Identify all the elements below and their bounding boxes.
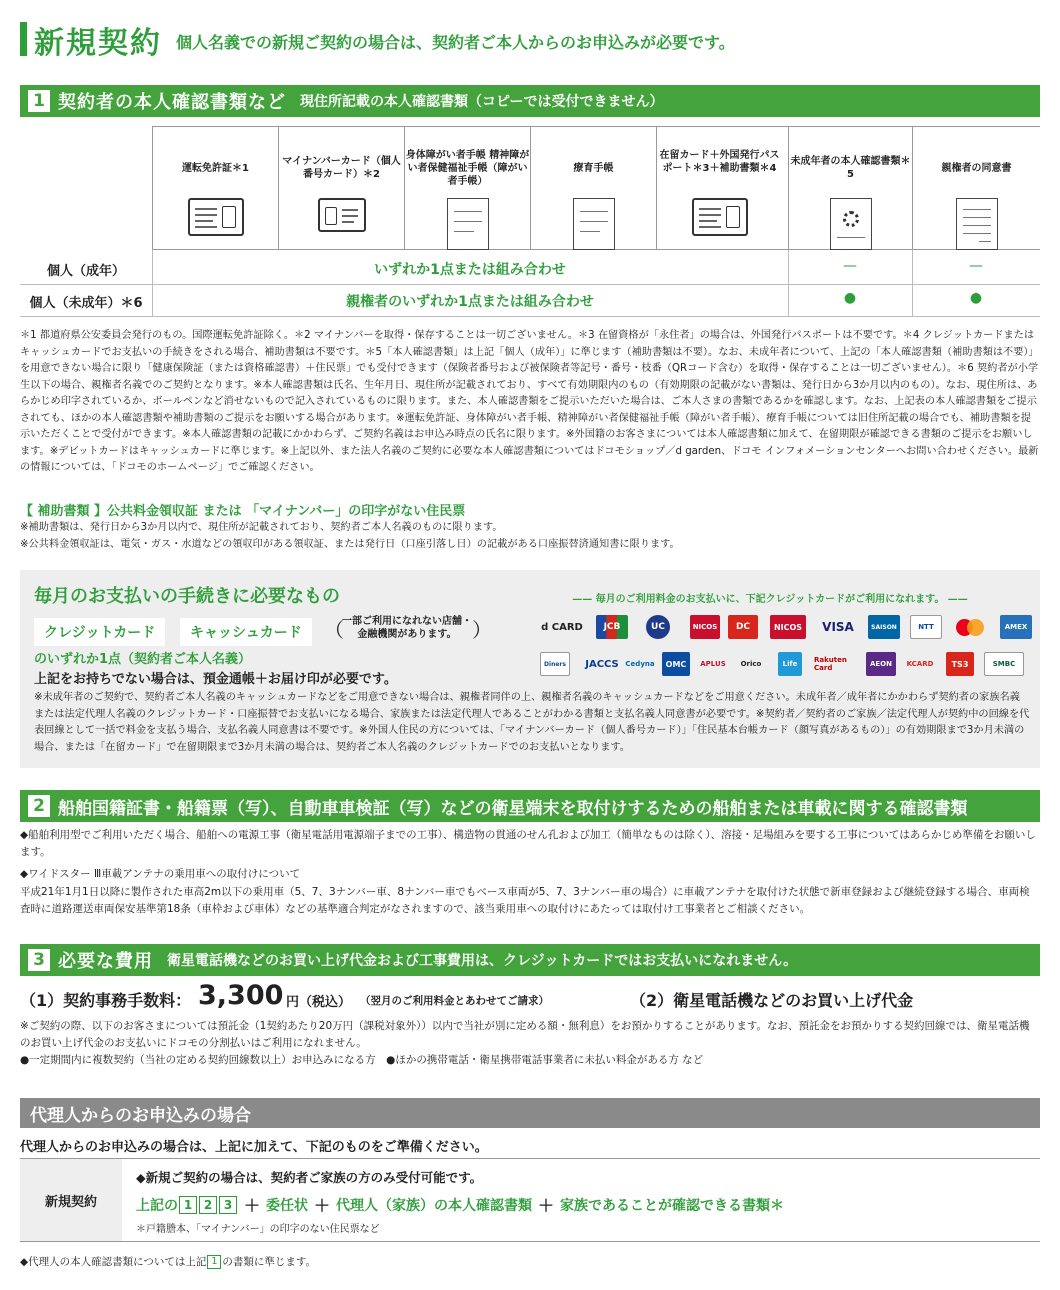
doc-col-minor-id — [788, 126, 912, 250]
section-title: 船舶国籍証書・船籍票（写）、自動車車検証（写）などの衛星端末を取付けするための船舶または車載に関する確認書類 — [58, 798, 968, 819]
section2-p1: ◆船舶利用型でご利用いただく場合、船舶への電源工事（衛星電話用電源端子までの工事）、構造物の貫通のせん孔および加工（簡単なものは除く）、溶接・足場組みを要する工事についてはあらかじめ準備をお願いします。 — [20, 829, 1036, 858]
adult-consent-cell: — — [969, 258, 983, 274]
page-title: 新規契約 — [34, 26, 162, 61]
fee-unit: 円（税込） — [286, 995, 352, 1010]
dc-logo: DC — [728, 615, 758, 639]
nicos-logo: NICOS — [770, 615, 806, 639]
consent-form-icon — [956, 198, 998, 250]
smbc-logo: SMBC — [984, 652, 1024, 676]
uc-logo: UC — [646, 615, 670, 639]
section3-note2: ●一定期間内に複数契約（当社の定める契約回線数以上）お申込みになる方 ●ほかの携帯電話・衛星携帯電話事業者に未払い料金がある方 など — [20, 1054, 704, 1066]
doc-col-label: 身体障がい者手帳 精神障がい者保健福祉手帳（障がい者手帳） — [405, 149, 530, 187]
fee-value: 3,300 — [198, 980, 284, 1011]
doc-col-license — [152, 126, 278, 250]
agent-row-label: 新規契約 — [20, 1159, 122, 1241]
adult-minor-id-cell: — — [843, 258, 857, 274]
doc-col-ryoiku-handbook — [530, 126, 656, 250]
doc-col-disability-handbook — [404, 126, 530, 250]
minor-id-cell: ● — [843, 290, 857, 306]
doc-col-label: 運転免許証＊1 — [182, 162, 249, 174]
residence-card-icon — [692, 198, 748, 236]
aux-note-2: ※公共料金領収証は、電気・ガス・水道などの領収印がある領収証、または発行日（口座引落し日）の記載がある口座振替済通知書に限ります。 — [20, 539, 680, 550]
orico-logo: Orico — [740, 660, 762, 668]
amex-logo: AMEX — [1000, 615, 1032, 639]
payment-title: 毎月のお支払いの手続きに必要なもの — [34, 586, 340, 607]
doc-col-label: 親権者の同意書 — [941, 162, 1012, 174]
mastercard-logo — [956, 619, 984, 636]
cash-card-pill: キャッシュカード — [180, 618, 312, 646]
section2-p2: ◆ワイドスター Ⅲ車載アンテナの乗用車への取付けについて — [20, 868, 301, 880]
ref-section-1: 1 — [179, 1196, 197, 1214]
row-text-minor: 親権者のいずれか1点または組み合わせ — [346, 294, 594, 310]
saison-logo: SAISON — [868, 615, 900, 639]
row-text-adult: いずれか1点または組み合わせ — [374, 262, 566, 278]
diners-logo: Diners — [540, 652, 570, 676]
section3-note1: ※ご契約の際、以下のお客さまについては預託金（1契約あたり20万円（課税対象外））以内で当社が別に定める額・無利息）をお預かりすることがあります。なお、預託金をお預かりする契約回線では、衛星電話機のお買い上げ代金のお支払いにドコモの分割払いはご利用になれません。 — [20, 1020, 1030, 1049]
payment-note: ※未成年者のご契約で、契約者ご本人名義のキャッシュカードなどをご用意できない場合は、親権者同伴の上、親権者名義のキャッシュカードなどをご用意ください。未成年者／成年者にかかわらず契約者の家族名義または法定代理人名義のクレジットカード・口座振替でお支払いになる場合、家族または法定代理人であることがわかる書類と支払名義人同意書が必要です。※契約者／契約者のご家族／法定代理人が契約中の回線を代表回線として一括で料金を支払う場合、支払名義人同意書は不要です。※外国人住民の方については、「マイナンバーカード（個人番号カード）」「住民基本台帳カード（顔写真があるもの）」の有効期限まで3か月未満の場合、または「在留カード」で在留期限まで3か月未満の場合は、契約者ご本人名義のクレジットカードでのお支払いとなります。 — [34, 692, 1030, 753]
omc-logo: OMC — [662, 652, 690, 676]
dcard-logo: d CARD — [541, 621, 583, 633]
visa-logo: VISA — [822, 620, 854, 634]
section-3-header — [20, 944, 1040, 976]
agent-footnote: ＊戸籍謄本、「マイナンバー」の印字のない住民票など — [136, 1224, 380, 1235]
section-title: 契約者の本人確認書類など — [58, 92, 286, 113]
section-subtitle: 現住所記載の本人確認書類（コピーでは受付できません） — [300, 94, 664, 110]
jcb-logo: JCB — [596, 615, 628, 639]
page-subtitle: 個人名義での新規ご契約の場合は、契約者ご本人からのお申込みが必要です。 — [176, 33, 735, 52]
document-seal-icon — [830, 198, 872, 250]
jaccs-logo: JACCS — [585, 658, 619, 670]
minor-consent-cell: ● — [969, 290, 983, 306]
section-number: 2 — [28, 795, 50, 817]
ref-section-1: 1 — [207, 1255, 221, 1269]
ref-section-2: 2 — [199, 1196, 217, 1214]
section-subtitle: 衛星電話機などのお買い上げ代金および工事費用は、クレジットカードではお支払いになれません。 — [167, 953, 798, 969]
payment-paren-note: 一部ご利用になれない店舗・金融機関があります。 — [342, 616, 472, 640]
paren-close: ） — [472, 618, 492, 642]
doc-col-mynumber — [278, 126, 404, 250]
agent-lead: 代理人からのお申込みの場合は、上記に加えて、下記のものをご準備ください。 — [20, 1140, 488, 1155]
fee-note: （翌月のご利用料金とあわせてご請求） — [360, 995, 549, 1007]
aux-docs-title: 【 補助書類 】公共料金領収証 または 「マイナンバー」の印字がない住民票 — [20, 504, 466, 519]
doc-col-label: 在留カード＋外国発行パスポート＊3＋補助書類＊4 — [659, 150, 780, 174]
handbook-icon — [447, 198, 489, 250]
aeon-logo: AEON — [866, 652, 896, 676]
kcard-logo: KCARD — [906, 660, 934, 668]
payment-either: のいずれか1点（契約者ご本人名義） — [34, 652, 252, 667]
row-label-adult: 個人（成年） — [46, 264, 125, 279]
rakuten-card-logo: Rakuten Card — [814, 656, 847, 672]
doc-col-consent-form — [912, 126, 1040, 250]
ts3-logo: TS3 — [946, 652, 974, 676]
agent-final-note: ◆代理人の本人確認書類については上記 1 の書類に準じます。 — [20, 1256, 317, 1268]
doc-col-label: マイナンバーカード（個人番号カード）＊2 — [282, 156, 401, 180]
doc-col-label: 療育手帳 — [573, 162, 614, 174]
payment-bank-requirement: 上記をお持ちでない場合は、預金通帳＋お届け印が必要です。 — [34, 672, 397, 687]
section-2-header — [20, 790, 1040, 822]
agent-requirements: 上記の 1 2 3 ＋ 委任状 ＋ 代理人（家族）の本人確認書類 ＋ 家族であることが確認できる書類＊ — [136, 1196, 785, 1215]
section-title: 必要な費用 — [58, 951, 153, 972]
row-label-minor: 個人（未成年）＊6 — [29, 296, 143, 311]
aplus-logo: APLUS — [700, 660, 726, 668]
item2-purchase-price: （2）衛星電話機などのお買い上げ代金 — [630, 991, 914, 1010]
agent-section-header: 代理人からのお申込みの場合 — [20, 1098, 1040, 1128]
life-card-logo: Life — [778, 652, 802, 676]
paren-open: （ — [324, 618, 344, 642]
section-number: 3 — [28, 949, 50, 971]
section2-p3: 平成21年1月1日以降に製作された車高2m以下の乗用車（5、7、3ナンバー車、8ナンバー車でもベース車両が5、7、3ナンバー車の場合）に車載アンテナを取付けた状態で新車登録および継続登録する場合、車両検査時に道路運送車両保安基準第18条（車枠および車体）などの基準適合判定がなされますので、該当乗用車への取付けにあたっては取付け工事業者とご相談ください。 — [20, 886, 1030, 915]
handbook-icon — [573, 198, 615, 250]
section-number: 1 — [28, 90, 50, 112]
doc-col-label: 未成年者の本人確認書類＊5 — [790, 156, 911, 180]
license-card-icon — [188, 198, 244, 236]
mynumber-card-icon — [318, 198, 366, 232]
fee-label: （1）契約事務手数料： — [20, 991, 192, 1010]
doc-col-residence-card — [656, 126, 782, 250]
section-1-header — [20, 85, 1040, 117]
nicos-red-logo: NICOS — [690, 615, 720, 639]
ref-section-3: 3 — [219, 1196, 237, 1214]
header-accent-bar — [20, 22, 27, 56]
cedyna-logo: Cedyna — [625, 660, 655, 668]
agent-line1: ◆新規ご契約の場合は、契約者ご家族の方のみ受付可能です。 — [136, 1170, 483, 1185]
credit-card-pill: クレジットカード — [34, 618, 165, 646]
section1-notes: ＊1 都道府県公安委員会発行のもの。国際運転免許証除く。＊2 マイナンバーを取得・保存することは一切ございません。＊3 在留資格が「永住者」の場合は、外国発行パスポートは不要です。＊4 クレジットカードまたはキャッシュカードでお支払いの手続きをされる場合、補助書類は不要です。＊5「本人確認書類」は上記「個人（成年）」に準じます（補助書類は不要）。なお、未成年者について、上記の「本人確認書類（補助書類は不要）」を用意できない場合に限り「健康保険証（または資格確認書）＋住民票」でも受付できます（保険者番号および被保険者等記号・番号・枝番（QRコード含む）を取得・保存することは一切ございません）。＊6 契約者が小学生以下の場合、親権者名義でのご契約となります。※本人確認書類は氏名、生年月日、現住所が記載されており、すべて有効期限内のもの（有効期限の記載がない書類は、発行日から3か月以内のもの）。なお、現住所は、あらかじめ印字されているか、ボールペンなど消せないもので記入されているものに限ります。また、本人確認書類をご提示いただいた場合は、ご本人さまの書類であるかを確認します。なお、上記表の本人確認書類をご提示されても、ほかの本人確認書類や補助書類のご提示をお願いする場合があります。※運転免許証、身体障がい者手帳、精神障がい者保健福祉手帳（障がい者手帳）、療育手帳については旧住所記載の場合でも、補助書類を提示いただくことで受付ができます。※本人確認書類の記載にかかわらず、ご契約名義はお申込み時点の氏名に限ります。※外国籍のお客さまについては本人確認書類に加えて、在留期限が確認できる書類のご提示をお願いします。※デビットカードはキャッシュカードに準じます。※上記以外、また法人名義のご契約に必要な本人確認書類についてはドコモショップ／d garden、ドコモ インフォメーションセンターへお問い合わせください。最新の情報については、「ドコモのホームページ」でご確認ください。 — [20, 330, 1039, 474]
cards-caption: —— 毎月のご利用料金のお支払いに、下記クレジットカードがご利用になれます。 —— — [572, 594, 968, 605]
aux-note-1: ※補助書類は、発行日から3か月以内で、現住所が記載されており、契約者ご本人名義のものに限ります。 — [20, 522, 503, 533]
ntt-group-card-logo: NTT — [910, 615, 942, 639]
